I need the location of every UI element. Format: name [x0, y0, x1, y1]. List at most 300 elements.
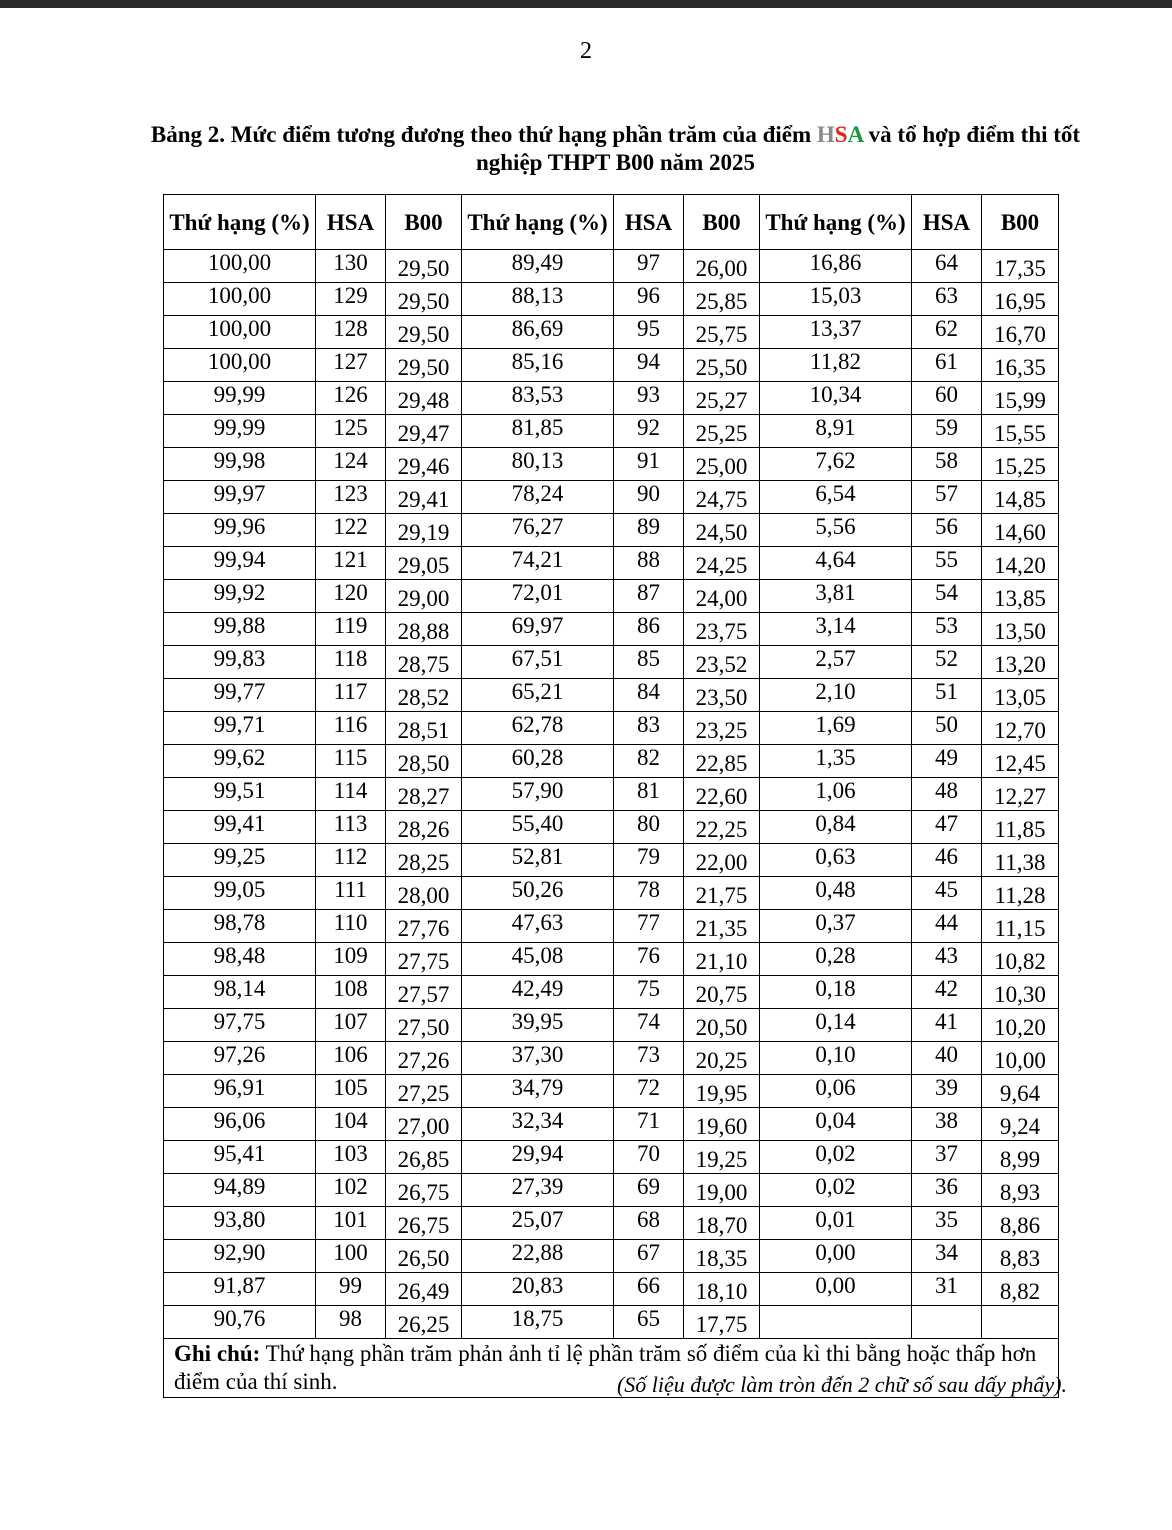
- cell-b00-2: 18,35: [684, 1240, 760, 1273]
- cell-hsa-3: 60: [912, 382, 982, 415]
- cell-rank-3: 13,37: [760, 316, 912, 349]
- window-top-bar: [0, 0, 1172, 8]
- cell-rank-1: 99,98: [164, 448, 316, 481]
- cell-hsa-3: 56: [912, 514, 982, 547]
- cell-hsa-1: 102: [316, 1174, 386, 1207]
- cell-hsa-1: 119: [316, 613, 386, 646]
- cell-b00-1: 26,49: [386, 1273, 462, 1306]
- page-number: 2: [580, 38, 592, 64]
- cell-hsa-1: 116: [316, 712, 386, 745]
- cell-hsa-3: 49: [912, 745, 982, 778]
- cell-hsa-1: 123: [316, 481, 386, 514]
- cell-rank-2: 57,90: [462, 778, 614, 811]
- table-row: [164, 646, 1059, 679]
- cell-hsa-2: 68: [614, 1207, 684, 1240]
- cell-rank-3: 0,02: [760, 1174, 912, 1207]
- cell-hsa-1: 115: [316, 745, 386, 778]
- cell-b00-1: 26,85: [386, 1141, 462, 1174]
- cell-b00-3: 15,99: [982, 382, 1059, 415]
- cell-hsa-2: 78: [614, 877, 684, 910]
- cell-hsa-1: 130: [316, 250, 386, 283]
- cell-b00-2: 25,85: [684, 283, 760, 316]
- cell-rank-3: 0,02: [760, 1141, 912, 1174]
- cell-rank-2: 80,13: [462, 448, 614, 481]
- cell-b00-2: 19,00: [684, 1174, 760, 1207]
- cell-rank-1: 90,76: [164, 1306, 316, 1339]
- cell-b00-2: 24,75: [684, 481, 760, 514]
- cell-hsa-3: 51: [912, 679, 982, 712]
- cell-hsa-2: 66: [614, 1273, 684, 1306]
- header-rank-3: Thứ hạng (%): [760, 195, 912, 250]
- cell-hsa-2: 81: [614, 778, 684, 811]
- cell-rank-2: 18,75: [462, 1306, 614, 1339]
- cell-b00-1: 26,75: [386, 1174, 462, 1207]
- cell-hsa-2: 71: [614, 1108, 684, 1141]
- table-row: [164, 580, 1059, 613]
- cell-b00-1: 27,57: [386, 976, 462, 1009]
- cell-hsa-2: 90: [614, 481, 684, 514]
- cell-hsa-2: 75: [614, 976, 684, 1009]
- cell-hsa-1: 125: [316, 415, 386, 448]
- table-row: [164, 316, 1059, 349]
- cell-rank-3: 0,48: [760, 877, 912, 910]
- cell-hsa-3: 64: [912, 250, 982, 283]
- cell-hsa-1: 107: [316, 1009, 386, 1042]
- cell-rank-3: 0,84: [760, 811, 912, 844]
- cell-rank-1: 93,80: [164, 1207, 316, 1240]
- table-header-row: [164, 195, 1059, 250]
- header-hsa-2: HSA: [614, 195, 684, 250]
- cell-rank-3: 1,06: [760, 778, 912, 811]
- cell-rank-3: 0,04: [760, 1108, 912, 1141]
- cell-rank-1: 91,87: [164, 1273, 316, 1306]
- cell-rank-3: 0,00: [760, 1240, 912, 1273]
- table-row: [164, 250, 1059, 283]
- cell-rank-2: 52,81: [462, 844, 614, 877]
- cell-b00-2: 24,50: [684, 514, 760, 547]
- cell-rank-1: 99,05: [164, 877, 316, 910]
- cell-hsa-3: 55: [912, 547, 982, 580]
- cell-hsa-2: 94: [614, 349, 684, 382]
- table-row: [164, 910, 1059, 943]
- cell-b00-2: 17,75: [684, 1306, 760, 1339]
- cell-hsa-2: 88: [614, 547, 684, 580]
- cell-rank-2: 69,97: [462, 613, 614, 646]
- cell-rank-2: 55,40: [462, 811, 614, 844]
- cell-rank-1: 99,41: [164, 811, 316, 844]
- cell-hsa-3: 44: [912, 910, 982, 943]
- table-row: [164, 349, 1059, 382]
- cell-rank-3: 1,35: [760, 745, 912, 778]
- title-hsa-a: A: [847, 122, 863, 147]
- table-row: [164, 547, 1059, 580]
- cell-rank-2: 27,39: [462, 1174, 614, 1207]
- cell-rank-1: 99,92: [164, 580, 316, 613]
- table-row: [164, 679, 1059, 712]
- cell-b00-3: 13,20: [982, 646, 1059, 679]
- table-row: [164, 811, 1059, 844]
- table-row: [164, 1306, 1059, 1339]
- table-row: [164, 1174, 1059, 1207]
- cell-rank-1: 99,25: [164, 844, 316, 877]
- cell-hsa-3: 31: [912, 1273, 982, 1306]
- cell-b00-1: 27,76: [386, 910, 462, 943]
- table-row: [164, 1240, 1059, 1273]
- cell-b00-3: 10,30: [982, 976, 1059, 1009]
- cell-b00-2: 25,00: [684, 448, 760, 481]
- cell-b00-2: 22,25: [684, 811, 760, 844]
- cell-rank-3: 0,00: [760, 1273, 912, 1306]
- cell-rank-2: 29,94: [462, 1141, 614, 1174]
- cell-b00-1: 28,50: [386, 745, 462, 778]
- cell-hsa-3: 48: [912, 778, 982, 811]
- cell-hsa-3: 52: [912, 646, 982, 679]
- cell-rank-2: 47,63: [462, 910, 614, 943]
- cell-b00-1: 28,27: [386, 778, 462, 811]
- cell-b00-3: 8,99: [982, 1141, 1059, 1174]
- cell-rank-3: 15,03: [760, 283, 912, 316]
- cell-b00-1: 28,26: [386, 811, 462, 844]
- cell-rank-3: 0,06: [760, 1075, 912, 1108]
- cell-b00-2: 18,70: [684, 1207, 760, 1240]
- table-row: [164, 613, 1059, 646]
- table-row: [164, 877, 1059, 910]
- cell-b00-2: 25,50: [684, 349, 760, 382]
- table-row: [164, 712, 1059, 745]
- header-b00-3: B00: [982, 195, 1059, 250]
- cell-b00-3: 8,86: [982, 1207, 1059, 1240]
- cell-b00-1: 27,25: [386, 1075, 462, 1108]
- cell-hsa-3: 39: [912, 1075, 982, 1108]
- cell-hsa-2: 89: [614, 514, 684, 547]
- cell-hsa-2: 69: [614, 1174, 684, 1207]
- cell-b00-2: 23,75: [684, 613, 760, 646]
- cell-b00-1: 29,50: [386, 250, 462, 283]
- cell-b00-3: 14,20: [982, 547, 1059, 580]
- cell-rank-3: 1,69: [760, 712, 912, 745]
- score-equivalence-table: [163, 194, 1059, 1398]
- cell-rank-2: 88,13: [462, 283, 614, 316]
- cell-b00-1: 29,19: [386, 514, 462, 547]
- cell-hsa-2: 76: [614, 943, 684, 976]
- cell-rank-1: 100,00: [164, 316, 316, 349]
- cell-b00-2: 24,00: [684, 580, 760, 613]
- title-hsa-h: H: [816, 122, 835, 147]
- cell-hsa-2: 72: [614, 1075, 684, 1108]
- cell-b00-2: 25,27: [684, 382, 760, 415]
- cell-hsa-1: 121: [316, 547, 386, 580]
- table-row: [164, 943, 1059, 976]
- cell-hsa-1: 109: [316, 943, 386, 976]
- header-b00-2: B00: [684, 195, 760, 250]
- cell-b00-3: 13,05: [982, 679, 1059, 712]
- cell-hsa-1: 126: [316, 382, 386, 415]
- cell-b00-3: 16,95: [982, 283, 1059, 316]
- cell-b00-1: 29,41: [386, 481, 462, 514]
- cell-rank-2: 37,30: [462, 1042, 614, 1075]
- cell-hsa-1: 124: [316, 448, 386, 481]
- cell-rank-1: 98,14: [164, 976, 316, 1009]
- table-title: [150, 121, 1081, 177]
- cell-rank-2: 85,16: [462, 349, 614, 382]
- rounding-note: (Số liệu được làm tròn đến 2 chữ số sau dấy phẩy).: [616, 1372, 1067, 1397]
- cell-rank-2: 76,27: [462, 514, 614, 547]
- cell-hsa-3: 36: [912, 1174, 982, 1207]
- cell-b00-1: 29,50: [386, 283, 462, 316]
- cell-rank-3: 0,37: [760, 910, 912, 943]
- cell-b00-3: 11,38: [982, 844, 1059, 877]
- cell-hsa-1: 120: [316, 580, 386, 613]
- cell-b00-2: 21,75: [684, 877, 760, 910]
- cell-rank-1: 98,78: [164, 910, 316, 943]
- cell-hsa-2: 67: [614, 1240, 684, 1273]
- cell-hsa-3: 45: [912, 877, 982, 910]
- cell-b00-3: 12,70: [982, 712, 1059, 745]
- note-text: Thứ hạng phần trăm phản ảnh tỉ lệ phần trăm số điểm của kì thi bằng hoặc thấp hơn điểm của thí sinh.: [174, 1341, 1037, 1394]
- cell-b00-1: 29,05: [386, 547, 462, 580]
- cell-rank-3: 0,28: [760, 943, 912, 976]
- cell-hsa-2: 82: [614, 745, 684, 778]
- cell-hsa-3: 41: [912, 1009, 982, 1042]
- cell-hsa-2: 84: [614, 679, 684, 712]
- cell-hsa-3: 42: [912, 976, 982, 1009]
- cell-b00-1: 27,26: [386, 1042, 462, 1075]
- table-row: [164, 1108, 1059, 1141]
- cell-rank-2: 32,34: [462, 1108, 614, 1141]
- cell-hsa-3: 43: [912, 943, 982, 976]
- cell-rank-2: 45,08: [462, 943, 614, 976]
- cell-b00-2: 24,25: [684, 547, 760, 580]
- cell-rank-2: 67,51: [462, 646, 614, 679]
- cell-rank-3: 7,62: [760, 448, 912, 481]
- cell-hsa-1: 128: [316, 316, 386, 349]
- table-row: [164, 778, 1059, 811]
- cell-hsa-1: 101: [316, 1207, 386, 1240]
- cell-hsa-3: 46: [912, 844, 982, 877]
- cell-rank-3: 10,34: [760, 382, 912, 415]
- cell-rank-3: 0,63: [760, 844, 912, 877]
- cell-b00-2: 25,25: [684, 415, 760, 448]
- cell-b00-1: 27,75: [386, 943, 462, 976]
- cell-rank-1: 99,62: [164, 745, 316, 778]
- cell-b00-3: 11,28: [982, 877, 1059, 910]
- cell-hsa-3: 50: [912, 712, 982, 745]
- cell-b00-3: 10,00: [982, 1042, 1059, 1075]
- cell-b00-2: 26,00: [684, 250, 760, 283]
- cell-b00-3: 10,20: [982, 1009, 1059, 1042]
- cell-hsa-1: 106: [316, 1042, 386, 1075]
- cell-b00-3: 11,85: [982, 811, 1059, 844]
- cell-hsa-2: 97: [614, 250, 684, 283]
- cell-rank-2: 81,85: [462, 415, 614, 448]
- cell-hsa-3: 54: [912, 580, 982, 613]
- cell-hsa-2: 87: [614, 580, 684, 613]
- cell-hsa-1: 113: [316, 811, 386, 844]
- cell-rank-3: [760, 1306, 912, 1339]
- cell-rank-3: 3,14: [760, 613, 912, 646]
- cell-b00-1: 28,75: [386, 646, 462, 679]
- cell-b00-3: 14,85: [982, 481, 1059, 514]
- cell-b00-3: [982, 1306, 1059, 1339]
- cell-b00-1: 28,52: [386, 679, 462, 712]
- cell-b00-2: 21,10: [684, 943, 760, 976]
- cell-hsa-3: 58: [912, 448, 982, 481]
- cell-rank-2: 65,21: [462, 679, 614, 712]
- cell-rank-1: 97,75: [164, 1009, 316, 1042]
- cell-rank-1: 99,88: [164, 613, 316, 646]
- cell-rank-2: 89,49: [462, 250, 614, 283]
- cell-b00-2: 22,85: [684, 745, 760, 778]
- cell-rank-1: 96,91: [164, 1075, 316, 1108]
- cell-hsa-1: 114: [316, 778, 386, 811]
- cell-b00-3: 13,85: [982, 580, 1059, 613]
- cell-hsa-2: 92: [614, 415, 684, 448]
- cell-hsa-1: 98: [316, 1306, 386, 1339]
- cell-b00-3: 12,45: [982, 745, 1059, 778]
- table-row: [164, 1075, 1059, 1108]
- cell-b00-2: 23,50: [684, 679, 760, 712]
- table-row: [164, 514, 1059, 547]
- cell-hsa-3: 37: [912, 1141, 982, 1174]
- cell-rank-1: 99,99: [164, 415, 316, 448]
- cell-b00-3: 13,50: [982, 613, 1059, 646]
- cell-b00-1: 26,25: [386, 1306, 462, 1339]
- title-hsa-s: S: [834, 122, 848, 147]
- table-row: [164, 844, 1059, 877]
- cell-b00-2: 22,00: [684, 844, 760, 877]
- cell-b00-3: 14,60: [982, 514, 1059, 547]
- cell-hsa-3: 61: [912, 349, 982, 382]
- cell-b00-3: 17,35: [982, 250, 1059, 283]
- cell-hsa-1: 122: [316, 514, 386, 547]
- cell-b00-3: 8,82: [982, 1273, 1059, 1306]
- header-hsa-1: HSA: [316, 195, 386, 250]
- title-suffix: và tổ hợp điểm thi tốt nghiệp THPT B00 năm 2025: [475, 122, 1081, 175]
- header-rank-2: Thứ hạng (%): [462, 195, 614, 250]
- cell-rank-3: 2,10: [760, 679, 912, 712]
- cell-rank-2: 62,78: [462, 712, 614, 745]
- cell-hsa-3: 59: [912, 415, 982, 448]
- table-row: [164, 1042, 1059, 1075]
- cell-rank-1: 99,99: [164, 382, 316, 415]
- cell-b00-1: 28,25: [386, 844, 462, 877]
- cell-rank-1: 92,90: [164, 1240, 316, 1273]
- cell-rank-2: 50,26: [462, 877, 614, 910]
- cell-rank-3: 0,10: [760, 1042, 912, 1075]
- cell-b00-1: 29,00: [386, 580, 462, 613]
- cell-hsa-3: 34: [912, 1240, 982, 1273]
- cell-rank-1: 95,41: [164, 1141, 316, 1174]
- cell-hsa-1: 117: [316, 679, 386, 712]
- cell-hsa-2: 74: [614, 1009, 684, 1042]
- cell-rank-1: 100,00: [164, 349, 316, 382]
- cell-b00-2: 19,60: [684, 1108, 760, 1141]
- cell-b00-3: 12,27: [982, 778, 1059, 811]
- cell-hsa-3: 35: [912, 1207, 982, 1240]
- cell-b00-2: 20,25: [684, 1042, 760, 1075]
- cell-b00-3: 16,35: [982, 349, 1059, 382]
- cell-rank-2: 42,49: [462, 976, 614, 1009]
- cell-b00-2: 19,95: [684, 1075, 760, 1108]
- cell-b00-1: 27,00: [386, 1108, 462, 1141]
- cell-hsa-2: 96: [614, 283, 684, 316]
- cell-rank-2: 20,83: [462, 1273, 614, 1306]
- cell-b00-1: 29,48: [386, 382, 462, 415]
- cell-hsa-2: 65: [614, 1306, 684, 1339]
- table-row: [164, 745, 1059, 778]
- table-row: [164, 1207, 1059, 1240]
- cell-hsa-2: 85: [614, 646, 684, 679]
- header-hsa-3: HSA: [912, 195, 982, 250]
- cell-b00-2: 22,60: [684, 778, 760, 811]
- cell-rank-1: 99,94: [164, 547, 316, 580]
- cell-b00-3: 10,82: [982, 943, 1059, 976]
- cell-rank-2: 83,53: [462, 382, 614, 415]
- cell-hsa-1: 103: [316, 1141, 386, 1174]
- cell-rank-2: 74,21: [462, 547, 614, 580]
- cell-rank-3: 0,01: [760, 1207, 912, 1240]
- cell-b00-1: 28,00: [386, 877, 462, 910]
- cell-rank-1: 99,96: [164, 514, 316, 547]
- cell-hsa-1: 129: [316, 283, 386, 316]
- cell-rank-3: 3,81: [760, 580, 912, 613]
- cell-rank-3: 0,18: [760, 976, 912, 1009]
- cell-b00-3: 15,25: [982, 448, 1059, 481]
- cell-rank-2: 86,69: [462, 316, 614, 349]
- cell-b00-1: 29,47: [386, 415, 462, 448]
- note-label: Ghi chú:: [174, 1341, 261, 1366]
- cell-rank-1: 97,26: [164, 1042, 316, 1075]
- cell-hsa-2: 80: [614, 811, 684, 844]
- cell-hsa-1: 108: [316, 976, 386, 1009]
- cell-rank-3: 6,54: [760, 481, 912, 514]
- cell-rank-2: 39,95: [462, 1009, 614, 1042]
- cell-rank-2: 78,24: [462, 481, 614, 514]
- cell-rank-1: 100,00: [164, 250, 316, 283]
- cell-hsa-1: 99: [316, 1273, 386, 1306]
- table-row: [164, 1141, 1059, 1174]
- cell-hsa-2: 77: [614, 910, 684, 943]
- cell-hsa-3: 62: [912, 316, 982, 349]
- cell-rank-3: 16,86: [760, 250, 912, 283]
- cell-rank-3: 11,82: [760, 349, 912, 382]
- cell-b00-3: 8,83: [982, 1240, 1059, 1273]
- cell-rank-1: 94,89: [164, 1174, 316, 1207]
- cell-rank-2: 25,07: [462, 1207, 614, 1240]
- cell-b00-1: 29,50: [386, 316, 462, 349]
- cell-b00-1: 26,50: [386, 1240, 462, 1273]
- table-body: [164, 250, 1059, 1339]
- cell-b00-3: 15,55: [982, 415, 1059, 448]
- cell-hsa-1: 127: [316, 349, 386, 382]
- cell-rank-3: 8,91: [760, 415, 912, 448]
- cell-hsa-3: [912, 1306, 982, 1339]
- cell-hsa-3: 38: [912, 1108, 982, 1141]
- cell-b00-1: 29,50: [386, 349, 462, 382]
- cell-rank-1: 99,83: [164, 646, 316, 679]
- cell-hsa-2: 95: [614, 316, 684, 349]
- cell-hsa-2: 91: [614, 448, 684, 481]
- cell-hsa-1: 110: [316, 910, 386, 943]
- cell-rank-2: 34,79: [462, 1075, 614, 1108]
- table-row: [164, 448, 1059, 481]
- cell-rank-1: 99,51: [164, 778, 316, 811]
- cell-b00-1: 29,46: [386, 448, 462, 481]
- cell-hsa-2: 70: [614, 1141, 684, 1174]
- cell-hsa-2: 83: [614, 712, 684, 745]
- cell-rank-3: 0,14: [760, 1009, 912, 1042]
- cell-b00-2: 23,52: [684, 646, 760, 679]
